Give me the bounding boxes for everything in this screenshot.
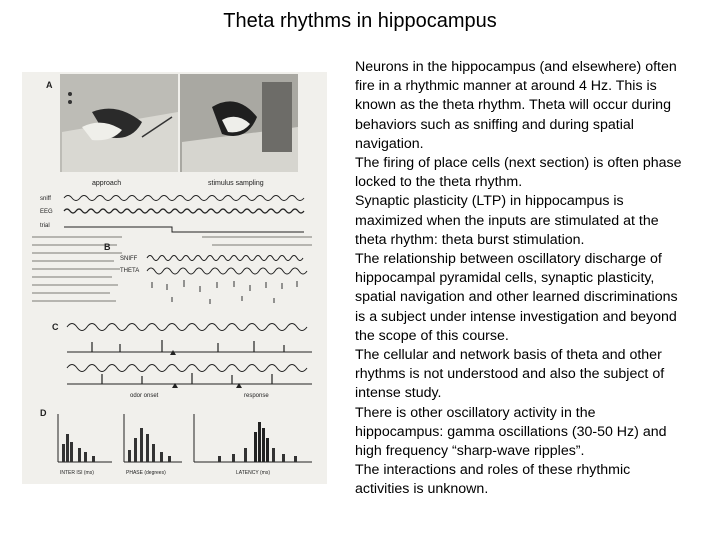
dot-marker	[68, 92, 72, 96]
slide-title: Theta rhythms in hippocampus	[223, 10, 497, 32]
histogram-phase	[124, 414, 182, 462]
panel-a-label: A	[46, 80, 53, 90]
paragraph-place-cells: The firing of place cells (next section) is often phase locked to the theta rhythm.	[355, 155, 682, 191]
label-approach: approach	[92, 180, 122, 187]
c-trace-lower	[67, 365, 307, 372]
trace-label-trial: trial	[40, 223, 50, 229]
paragraph-interactions: The interactions and roles of these rhythmic activities is unknown.	[355, 462, 631, 498]
label-odor-onset: odor onset	[130, 393, 159, 399]
c-trace-upper	[67, 324, 307, 331]
panel-d-label: D	[40, 408, 47, 418]
body-text	[355, 58, 685, 500]
axis-label-phase: PHASE (degrees)	[126, 470, 166, 476]
histogram-latency	[194, 414, 312, 462]
panel-b-label: B	[104, 242, 111, 252]
theta-trace-b	[147, 268, 307, 274]
trace-label-theta-b: THETA	[120, 268, 140, 274]
panel-c-label: C	[52, 322, 59, 332]
paragraph-relationship: The relationship between oscillatory discharge of hippocampal pyramidal cells, synaptic plasticity, spatial navigation and other learned discriminations is a subject under intense investigation and beyond the scope of this course.	[355, 251, 678, 344]
trace-label-eeg: EEG	[40, 209, 53, 215]
sniff-trace-b	[147, 256, 303, 261]
axis-label-isi: INTER ISI (ms)	[60, 470, 94, 476]
dot-marker	[68, 100, 72, 104]
label-response: response	[244, 393, 269, 399]
spike-raster-b	[152, 280, 297, 304]
c-spikes-lower	[102, 373, 272, 384]
trial-trace	[64, 227, 304, 232]
c-spikes-upper	[92, 340, 284, 352]
sniff-trace	[64, 196, 304, 201]
eeg-trace	[64, 209, 304, 213]
hippocampus-recording-figure	[22, 72, 327, 484]
paragraph-ltp: Synaptic plasticity (LTP) in hippocampus is maximized when the inputs are stimulated at the theta rhythm: theta burst stimulation.	[355, 193, 659, 248]
axis-label-latency: LATENCY (ms)	[236, 470, 270, 476]
histogram-isi	[58, 414, 112, 462]
paragraph-gamma: There is other oscillatory activity in the hippocampus: gamma oscillations (30-50 Hz) and high frequency “sharp-wave ripples”.	[355, 404, 667, 460]
paragraph-cellular-basis: The cellular and network basis of theta and other rhythms is not understood and also the subject of intense study.	[355, 347, 665, 402]
faint-text-lines	[32, 237, 312, 301]
label-stimulus-sampling: stimulus sampling	[208, 180, 264, 187]
paragraph-theta-intro: Neurons in the hippocampus (and elsewhere) often fire in a rhythmic manner at around 4 Hz. This is known as the theta rhythm. Theta will occur during behaviors such as sniffing and during spatial navigation.	[355, 59, 677, 152]
trace-label-sniff-b: SNIFF	[120, 256, 138, 262]
trace-label-sniff: sniff	[40, 196, 51, 202]
